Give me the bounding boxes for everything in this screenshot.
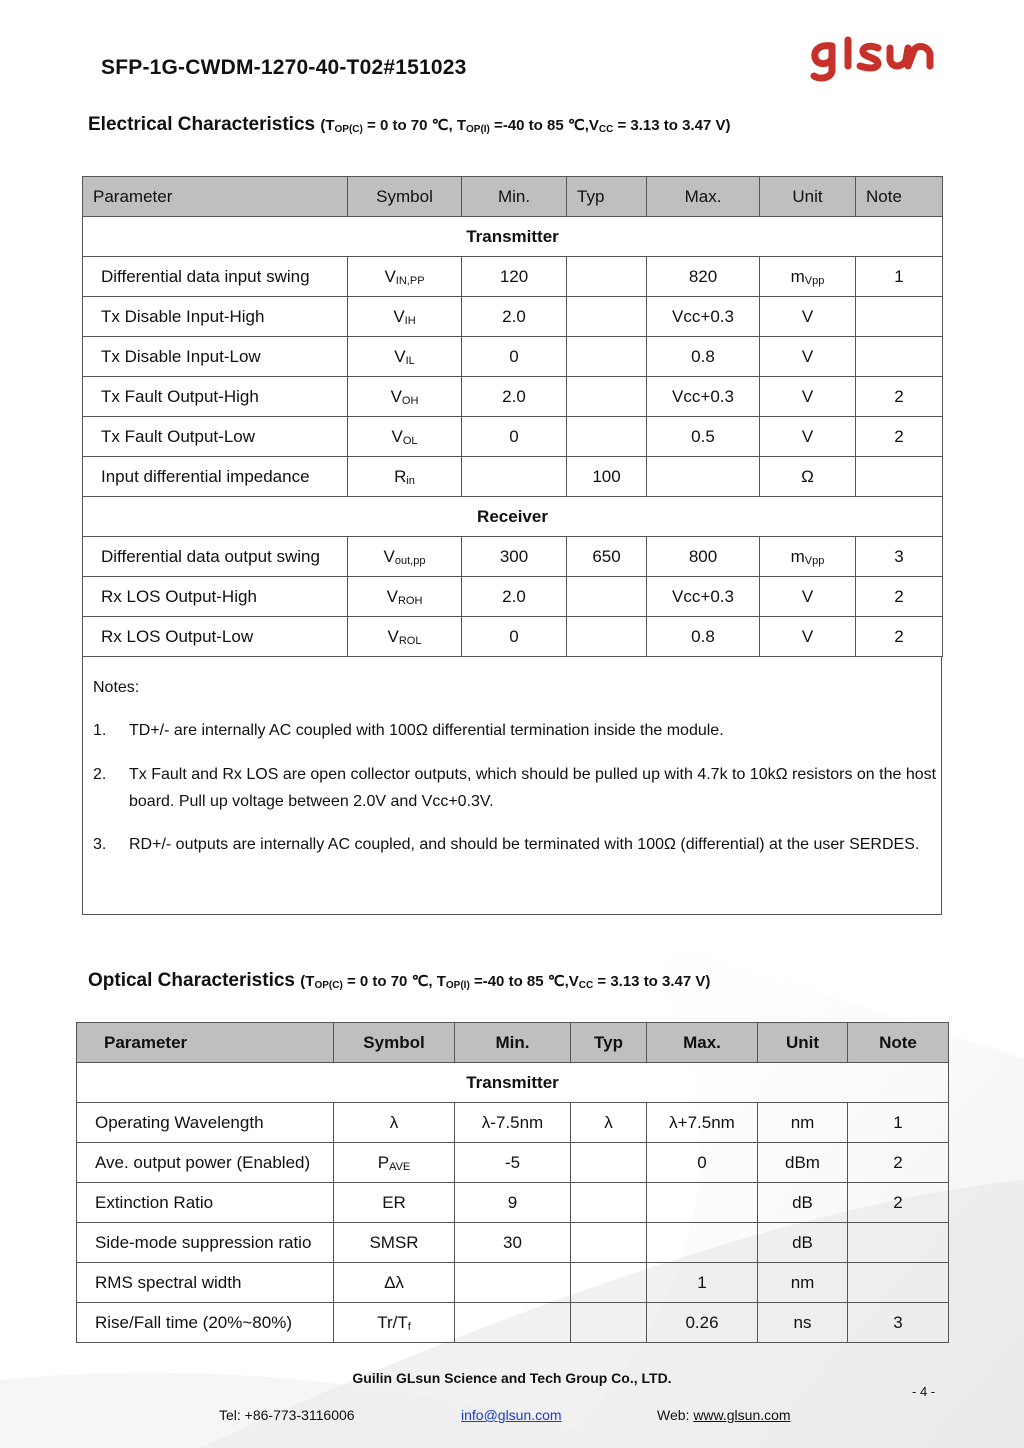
cell-min-value: 30 bbox=[503, 1232, 522, 1252]
cell-min bbox=[462, 377, 567, 417]
email-link[interactable]: info@glsun.com bbox=[461, 1407, 562, 1423]
cell-parameter-value: Tx Fault Output-Low bbox=[101, 426, 256, 446]
cell-note-value: 2 bbox=[894, 426, 904, 446]
cell-max bbox=[647, 617, 760, 657]
electrical-heading bbox=[88, 114, 730, 136]
cell-max-value: 0.8 bbox=[691, 346, 715, 366]
cell-unit-value: V bbox=[801, 426, 814, 446]
cell-min-value: -5 bbox=[504, 1152, 521, 1172]
cell-symbol-subscript: in bbox=[406, 474, 415, 487]
cell-min-value: 300 bbox=[499, 546, 529, 566]
cell-parameter-value: Rx LOS Output-High bbox=[101, 586, 257, 606]
cell-max bbox=[647, 337, 760, 377]
cell-symbol-value: Δλ bbox=[384, 1272, 404, 1292]
cell-symbol-subscript: out,pp bbox=[394, 554, 426, 567]
cell-typ bbox=[571, 1303, 647, 1343]
cell-min bbox=[462, 257, 567, 297]
table-row bbox=[83, 377, 943, 417]
cell-min bbox=[462, 577, 567, 617]
cell-max-value: 0.5 bbox=[691, 426, 715, 446]
notes-title: Notes: bbox=[93, 679, 140, 696]
cell-symbol-value: V bbox=[391, 426, 403, 446]
cell-typ bbox=[567, 377, 647, 417]
cell-parameter bbox=[77, 1303, 334, 1343]
table-row bbox=[77, 1103, 949, 1143]
note-text: TD+/- are internally AC coupled with 100Ω differential termination inside the module. bbox=[129, 722, 724, 739]
cell-note-value: 1 bbox=[894, 266, 904, 286]
cell-unit bbox=[760, 297, 856, 337]
cell-unit-value: m bbox=[790, 546, 805, 566]
cell-symbol-subscript: IN,PP bbox=[395, 274, 425, 287]
col-header-parameter: Parameter bbox=[83, 177, 348, 217]
col-header-unit: Unit bbox=[758, 1023, 848, 1063]
table-row bbox=[77, 1263, 949, 1303]
cell-unit bbox=[760, 377, 856, 417]
cell-symbol-value: SMSR bbox=[369, 1232, 419, 1252]
optical-heading bbox=[88, 970, 710, 992]
col-header-typ: Typ bbox=[571, 1023, 647, 1063]
cell-typ bbox=[571, 1183, 647, 1223]
cell-note bbox=[856, 617, 943, 657]
cell-symbol bbox=[334, 1103, 455, 1143]
cell-typ bbox=[571, 1223, 647, 1263]
cell-unit bbox=[760, 617, 856, 657]
receiver-section-row bbox=[83, 497, 943, 537]
optical-transmitter-section-row bbox=[77, 1063, 949, 1103]
col-header-symbol: Symbol bbox=[348, 177, 462, 217]
optical-conditions: ($T_{OP(C)} = 0$ to 70 ℃, $T_{OP(I)} =-40$ to 85 $℃,V_{CC} = 3.13$ to 3.47 V) bbox=[300, 973, 711, 991]
cell-typ bbox=[571, 1263, 647, 1303]
cell-parameter bbox=[83, 457, 348, 497]
cell-note-value: 2 bbox=[893, 1152, 903, 1172]
optical-heading-text: Optical Characteristics bbox=[88, 970, 295, 991]
cell-parameter bbox=[83, 417, 348, 457]
cell-unit bbox=[760, 257, 856, 297]
cell-parameter bbox=[83, 537, 348, 577]
cell-symbol bbox=[334, 1303, 455, 1343]
cell-min bbox=[462, 457, 567, 497]
cell-max-value: Vcc+0.3 bbox=[672, 306, 734, 326]
web-label: Web: bbox=[657, 1407, 694, 1423]
cell-symbol-subscript: OL bbox=[402, 434, 418, 447]
col-header-parameter: Parameter bbox=[77, 1023, 334, 1063]
cell-typ bbox=[567, 617, 647, 657]
cell-unit-value: V bbox=[801, 626, 814, 646]
table-row bbox=[77, 1143, 949, 1183]
cell-parameter-value: Differential data input swing bbox=[101, 266, 310, 286]
table-row bbox=[77, 1303, 949, 1343]
cell-unit-value: V bbox=[801, 386, 814, 406]
cell-parameter-value: Rx LOS Output-Low bbox=[101, 626, 254, 646]
col-header-unit: Unit bbox=[760, 177, 856, 217]
cell-parameter bbox=[77, 1223, 334, 1263]
cell-symbol-value: V bbox=[387, 626, 399, 646]
cell-unit-value: V bbox=[801, 586, 814, 606]
cell-max bbox=[647, 577, 760, 617]
cell-typ-value: 650 bbox=[592, 546, 621, 566]
cell-symbol-value: V bbox=[383, 546, 395, 566]
table-row bbox=[83, 617, 943, 657]
cell-symbol bbox=[348, 617, 462, 657]
col-header-note: Note bbox=[848, 1023, 949, 1063]
col-header-symbol: Symbol bbox=[334, 1023, 455, 1063]
col-header-max: Max. bbox=[647, 177, 760, 217]
cell-typ bbox=[567, 457, 647, 497]
note-text: Tx Fault and Rx LOS are open collector outputs, which should be pulled up with 4.7k to 10kΩ resistors on the host board. Pull up voltage between 2.0V and Vcc+0.3V. bbox=[129, 766, 937, 810]
cell-symbol bbox=[348, 337, 462, 377]
cell-note bbox=[856, 377, 943, 417]
transmitter-section-label: Transmitter bbox=[83, 217, 943, 257]
cell-parameter-value: Ave. output power (Enabled) bbox=[95, 1152, 311, 1172]
cell-min-value: λ-7.5nm bbox=[481, 1112, 544, 1132]
cell-unit bbox=[758, 1303, 848, 1343]
cell-max bbox=[647, 257, 760, 297]
cell-parameter-value: Input differential impedance bbox=[101, 466, 310, 486]
table-row bbox=[83, 417, 943, 457]
cell-min bbox=[462, 337, 567, 377]
cell-note-value: 2 bbox=[893, 1192, 903, 1212]
cell-max bbox=[647, 297, 760, 337]
col-header-max: Max. bbox=[647, 1023, 758, 1063]
optical-transmitter-section-label: Transmitter bbox=[77, 1063, 949, 1103]
cell-symbol bbox=[348, 537, 462, 577]
cell-unit-value: dBm bbox=[785, 1152, 820, 1172]
cell-typ bbox=[567, 297, 647, 337]
cell-min-value: 2.0 bbox=[502, 386, 526, 406]
cell-max bbox=[647, 1143, 758, 1183]
cell-typ bbox=[571, 1103, 647, 1143]
cell-unit bbox=[760, 337, 856, 377]
cell-max bbox=[647, 1303, 758, 1343]
note-text: RD+/- outputs are internally AC coupled, and should be terminated with 100Ω (differential) at the user SERDES. bbox=[129, 836, 920, 853]
cell-note bbox=[856, 537, 943, 577]
cell-parameter bbox=[83, 297, 348, 337]
cell-max bbox=[647, 1183, 758, 1223]
cell-note bbox=[856, 457, 943, 497]
receiver-section-label: Receiver bbox=[83, 497, 943, 537]
cell-min bbox=[462, 617, 567, 657]
footer-tel: Tel: +86-773-3116006 bbox=[219, 1407, 355, 1423]
note-number: 3. bbox=[93, 836, 107, 853]
cell-parameter bbox=[83, 377, 348, 417]
table-row bbox=[83, 457, 943, 497]
cell-max-value: 0.26 bbox=[685, 1312, 719, 1332]
cell-note bbox=[848, 1183, 949, 1223]
cell-symbol bbox=[348, 577, 462, 617]
cell-unit-subscript: Vpp bbox=[804, 554, 825, 567]
cell-min bbox=[455, 1263, 571, 1303]
cell-unit bbox=[758, 1263, 848, 1303]
electrical-heading-text: Electrical Characteristics bbox=[88, 114, 316, 135]
cell-unit-value: dB bbox=[792, 1192, 813, 1212]
cell-note bbox=[848, 1303, 949, 1343]
cell-typ bbox=[567, 537, 647, 577]
cell-unit-value: ns bbox=[793, 1312, 812, 1332]
cell-parameter-value: Operating Wavelength bbox=[95, 1112, 264, 1132]
cell-symbol-value: ER bbox=[382, 1192, 406, 1212]
cell-max bbox=[647, 1103, 758, 1143]
cell-min bbox=[462, 537, 567, 577]
cell-unit bbox=[758, 1103, 848, 1143]
cell-unit-subscript: Vpp bbox=[804, 274, 825, 287]
cell-min-value: 0 bbox=[509, 346, 519, 366]
cell-max-value: 0 bbox=[697, 1152, 707, 1172]
table-row bbox=[83, 297, 943, 337]
cell-note bbox=[856, 257, 943, 297]
cell-symbol-subscript: OH bbox=[401, 394, 419, 407]
cell-symbol bbox=[334, 1263, 455, 1303]
cell-typ bbox=[567, 417, 647, 457]
table-row bbox=[83, 577, 943, 617]
cell-unit-value: m bbox=[790, 266, 805, 286]
note-number: 2. bbox=[93, 766, 107, 783]
cell-unit bbox=[760, 457, 856, 497]
cell-note-value: 2 bbox=[894, 586, 904, 606]
cell-max bbox=[647, 1263, 758, 1303]
footer-email[interactable] bbox=[461, 1407, 562, 1423]
cell-max bbox=[647, 457, 760, 497]
cell-unit bbox=[758, 1143, 848, 1183]
cell-max-value: 0.8 bbox=[691, 626, 715, 646]
cell-min bbox=[455, 1223, 571, 1263]
cell-symbol bbox=[348, 417, 462, 457]
cell-symbol bbox=[348, 297, 462, 337]
cell-min-value: 0 bbox=[509, 626, 519, 646]
cell-unit-value: nm bbox=[790, 1112, 815, 1132]
cell-symbol-value: V bbox=[386, 586, 398, 606]
col-header-min: Min. bbox=[462, 177, 567, 217]
cell-min bbox=[462, 297, 567, 337]
cell-min bbox=[455, 1183, 571, 1223]
cell-symbol bbox=[334, 1143, 455, 1183]
cell-symbol bbox=[334, 1183, 455, 1223]
cell-unit bbox=[760, 417, 856, 457]
table-row bbox=[83, 537, 943, 577]
cell-parameter-value: Differential data output swing bbox=[101, 546, 320, 566]
cell-min bbox=[462, 417, 567, 457]
col-header-typ: Typ bbox=[567, 177, 647, 217]
cell-parameter-value: RMS spectral width bbox=[95, 1272, 242, 1292]
cell-note bbox=[848, 1223, 949, 1263]
footer-company: Guilin GLsun Science and Tech Group Co., LTD. bbox=[352, 1370, 672, 1386]
cell-max-value: Vcc+0.3 bbox=[672, 586, 734, 606]
cell-symbol bbox=[348, 457, 462, 497]
cell-parameter bbox=[77, 1183, 334, 1223]
cell-symbol bbox=[334, 1223, 455, 1263]
cell-parameter-value: Rise/Fall time (20%~80%) bbox=[95, 1312, 292, 1332]
cell-typ bbox=[567, 577, 647, 617]
cell-max bbox=[647, 537, 760, 577]
cell-parameter bbox=[83, 577, 348, 617]
cell-max-value: 800 bbox=[688, 546, 718, 566]
cell-typ bbox=[571, 1143, 647, 1183]
web-link[interactable]: www.glsun.com bbox=[693, 1407, 791, 1423]
cell-parameter bbox=[77, 1263, 334, 1303]
cell-unit-value: V bbox=[801, 346, 814, 366]
cell-symbol-subscript: IH bbox=[404, 314, 416, 327]
cell-max-value: 1 bbox=[697, 1272, 707, 1292]
cell-typ-value: λ bbox=[604, 1112, 613, 1132]
cell-symbol-subscript: f bbox=[407, 1320, 411, 1333]
cell-symbol-value: λ bbox=[389, 1112, 399, 1132]
cell-symbol-value: V bbox=[390, 386, 402, 406]
cell-typ-value: 100 bbox=[592, 466, 621, 486]
cell-note-value: 3 bbox=[893, 1312, 903, 1332]
table-row bbox=[77, 1223, 949, 1263]
cell-parameter bbox=[77, 1143, 334, 1183]
glsun-logo bbox=[806, 34, 936, 82]
cell-min-value: 0 bbox=[509, 426, 519, 446]
cell-min-value: 2.0 bbox=[502, 586, 526, 606]
cell-symbol bbox=[348, 257, 462, 297]
cell-unit bbox=[760, 577, 856, 617]
cell-parameter bbox=[83, 617, 348, 657]
cell-typ bbox=[567, 337, 647, 377]
page-number: - 4 - bbox=[912, 1384, 936, 1399]
cell-max-value: Vcc+0.3 bbox=[672, 386, 734, 406]
cell-min bbox=[455, 1143, 571, 1183]
cell-note bbox=[848, 1103, 949, 1143]
cell-unit-value: V bbox=[801, 306, 814, 326]
cell-symbol-subscript: AVE bbox=[389, 1160, 411, 1173]
cell-unit-value: nm bbox=[790, 1272, 815, 1292]
cell-typ bbox=[567, 257, 647, 297]
cell-min bbox=[455, 1303, 571, 1343]
col-header-min: Min. bbox=[455, 1023, 571, 1063]
cell-max-value: λ+7.5nm bbox=[669, 1112, 735, 1132]
cell-note-value: 2 bbox=[894, 626, 904, 646]
cell-symbol-value: P bbox=[377, 1152, 390, 1172]
cell-symbol-value: V bbox=[384, 266, 396, 286]
cell-max bbox=[647, 377, 760, 417]
cell-note-value: 2 bbox=[894, 386, 904, 406]
cell-max bbox=[647, 1223, 758, 1263]
cell-max-value: 820 bbox=[688, 266, 718, 286]
cell-unit bbox=[758, 1183, 848, 1223]
table-row bbox=[77, 1183, 949, 1223]
table-header-row bbox=[83, 177, 943, 217]
cell-unit bbox=[760, 537, 856, 577]
cell-unit-value: Ω bbox=[801, 466, 814, 486]
cell-symbol-value: V bbox=[394, 346, 406, 366]
cell-symbol-value: R bbox=[394, 466, 407, 486]
cell-note-value: 1 bbox=[893, 1112, 903, 1132]
cell-min-value: 9 bbox=[507, 1192, 518, 1212]
cell-symbol bbox=[348, 377, 462, 417]
cell-unit bbox=[758, 1223, 848, 1263]
cell-note bbox=[848, 1263, 949, 1303]
electrical-conditions: ($T_{OP(C)} = 0$ to 70 ℃, $T_{OP(I)} =-40$ to 85 $℃,V_{CC} = 3.13$ to 3.47 V) bbox=[320, 117, 731, 135]
cell-parameter bbox=[83, 257, 348, 297]
cell-symbol-value: Tr/T bbox=[377, 1312, 408, 1332]
cell-note bbox=[856, 337, 943, 377]
cell-unit-value: dB bbox=[792, 1232, 813, 1252]
cell-symbol-subscript: ROL bbox=[398, 634, 422, 647]
cell-note bbox=[856, 297, 943, 337]
table-row bbox=[83, 257, 943, 297]
cell-parameter bbox=[77, 1103, 334, 1143]
cell-symbol-subscript: ROH bbox=[397, 594, 423, 607]
cell-parameter-value: Extinction Ratio bbox=[95, 1192, 214, 1212]
cell-min bbox=[455, 1103, 571, 1143]
cell-min-value: 2.0 bbox=[502, 306, 526, 326]
cell-symbol-subscript: IL bbox=[405, 354, 415, 367]
cell-note bbox=[848, 1143, 949, 1183]
cell-note bbox=[856, 577, 943, 617]
transmitter-section-row bbox=[83, 217, 943, 257]
cell-parameter-value: Tx Disable Input-Low bbox=[101, 346, 261, 366]
cell-parameter bbox=[83, 337, 348, 377]
note-number: 1. bbox=[93, 722, 107, 739]
table-row bbox=[83, 337, 943, 377]
cell-min-value: 120 bbox=[499, 266, 529, 286]
table-header-row bbox=[77, 1023, 949, 1063]
cell-symbol-value: V bbox=[393, 306, 405, 326]
cell-parameter-value: Side-mode suppression ratio bbox=[95, 1232, 312, 1252]
electrical-characteristics-table bbox=[82, 176, 943, 657]
optical-characteristics-table bbox=[76, 1022, 949, 1343]
cell-parameter-value: Tx Fault Output-High bbox=[101, 386, 259, 406]
document-title: SFP-1G-CWDM-1270-40-T02#151023 bbox=[101, 56, 467, 79]
cell-note bbox=[856, 417, 943, 457]
col-header-note: Note bbox=[856, 177, 943, 217]
notes-box bbox=[82, 656, 942, 915]
cell-max bbox=[647, 417, 760, 457]
cell-parameter-value: Tx Disable Input-High bbox=[101, 306, 265, 326]
cell-note-value: 3 bbox=[894, 546, 904, 566]
footer-web bbox=[657, 1407, 791, 1423]
